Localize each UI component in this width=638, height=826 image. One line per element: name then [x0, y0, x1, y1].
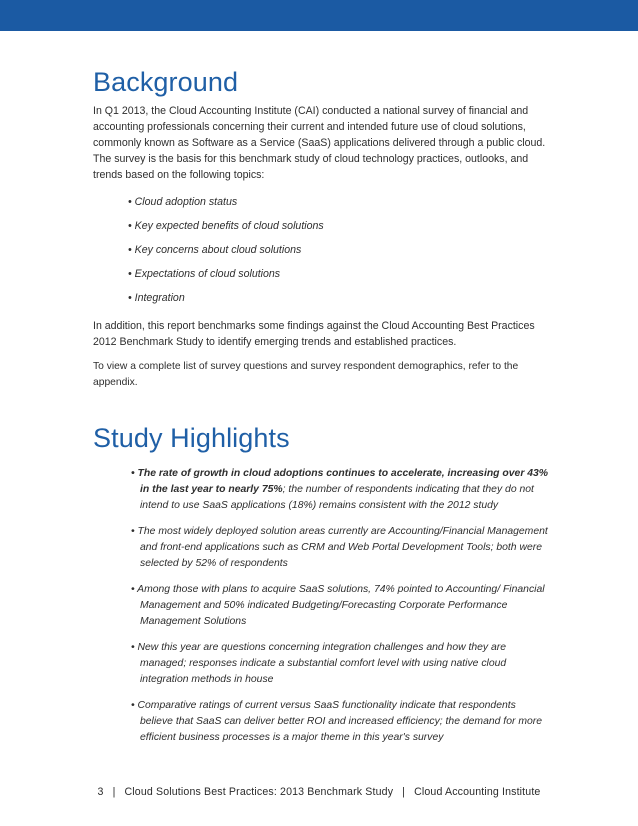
topics-list	[128, 194, 548, 314]
appendix-note: To view a complete list of survey questions and survey respondent demographics, refer to the appendix.	[93, 361, 519, 388]
background-intro: In Q1 2013, the Cloud Accounting Institute (CAI) conducted a national survey of financial and accounting professionals concerning their current and intended future use of cloud solutions, commonly known as Software as a Service (SaaS) applications delivered through a public cloud. The survey is the basis for this benchmark study of cloud technology practices, outlooks, and trends based on the following topics:	[93, 105, 546, 181]
list-item: • Integration	[128, 292, 185, 304]
highlight-text: ; the number of respondents indicating that they do not intend to use SaaS applications (18%) remains consistent with the 2012 study	[140, 484, 534, 511]
highlight-item: • New this year are questions concerning integration challenges and how they are managed; responses indicate a substantial comfort level with using native cloud integration methods in house	[131, 642, 507, 685]
highlight-bold-text: • The rate of growth in cloud adoptions continues to accelerate, increasing over 43% in the last year to nearly 75%	[131, 468, 549, 495]
background-heading: Background	[93, 67, 239, 97]
footer-separator: |	[402, 786, 406, 798]
list-item: • Cloud adoption status	[128, 196, 238, 208]
footer-org: Cloud Accounting Institute	[414, 786, 541, 798]
highlights-list	[130, 466, 550, 756]
background-addition: In addition, this report benchmarks some findings against the Cloud Accounting Best Practices 2012 Benchmark Study to identify emerging trends and established practices.	[93, 320, 535, 348]
highlights-heading: Study Highlights	[93, 423, 290, 453]
footer-study-title: Cloud Solutions Best Practices: 2013 Benchmark Study	[124, 786, 394, 798]
page-number: 3	[97, 786, 104, 798]
highlight-item: • Comparative ratings of current versus SaaS functionality indicate that respondents believe that SaaS can deliver better ROI and increased efficiency; the demand for more efficient business processes is a major theme in this year's survey	[131, 700, 542, 743]
page-footer	[0, 786, 638, 798]
footer-separator: |	[112, 786, 116, 798]
list-item: • Key concerns about cloud solutions	[128, 244, 302, 256]
list-item: • Expectations of cloud solutions	[128, 268, 281, 280]
list-item: • Key expected benefits of cloud solutions	[128, 220, 324, 232]
highlight-item	[130, 466, 550, 514]
header-bar	[0, 0, 638, 31]
highlight-item: • The most widely deployed solution areas currently are Accounting/Financial Management and front-end applications such as CRM and Web Portal Development Tools; both were selected by 52% of respondents	[131, 526, 548, 569]
highlight-item: • Among those with plans to acquire SaaS solutions, 74% pointed to Accounting/ Financial Management and 50% indicated Budgeting/Forecasting Corporate Performance Management Solutions	[131, 584, 545, 627]
